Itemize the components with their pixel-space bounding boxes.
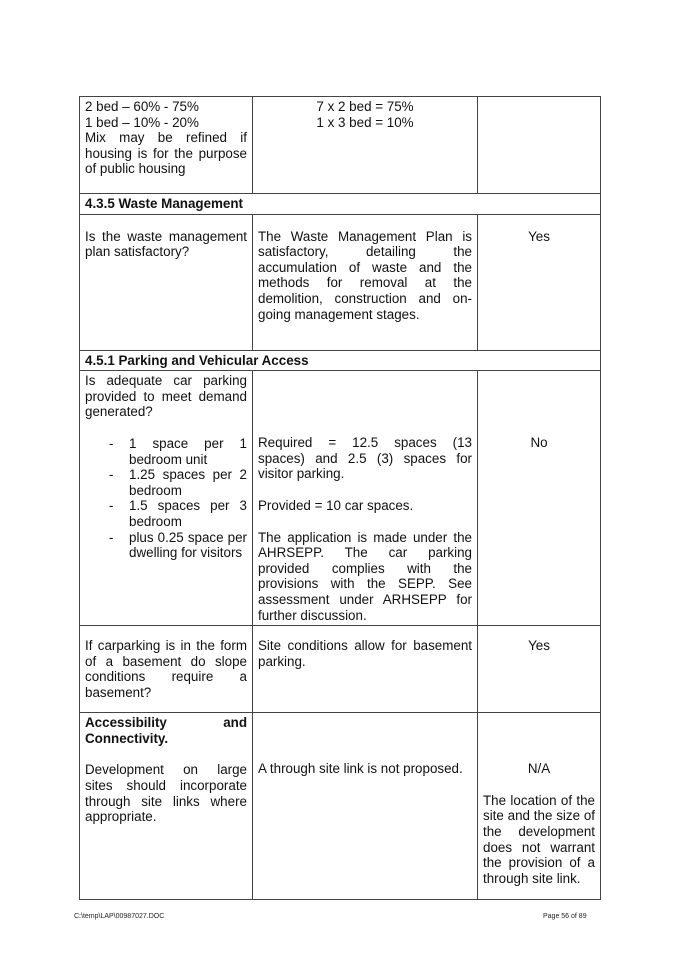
access-compliance-cell [478,713,601,900]
parking-provided: Provided = 10 car spaces. [258,497,414,513]
waste-comment: The Waste Management Plan is satisfactory, detailing the accumulation of waste and the methods for removal at the demolition, construction and on-going management stages. [258,228,472,322]
parking-rate-list [85,436,247,561]
section-heading-waste: 4.3.5 Waste Management [80,194,601,215]
access-compliance-note: The location of the site and the size of the development does not warrant the provision of a through site link. [483,792,595,886]
parking-control-cell [80,371,253,626]
mix-proposed-2bed: 7 x 2 bed = 75% [316,99,414,114]
list-item: - plus 0.25 space per dwelling for visitors [109,529,247,561]
waste-compliance: Yes [528,228,550,244]
mix-comment-cell [253,97,478,194]
basement-question: If carparking is in the form of a basement do slope conditions require a basement? [85,638,247,700]
parking-sepp-comment: The application is made under the AHRSEPP. The car parking provided complies with the provisions with the SEPP. See assessment under ARHSEPP for further discussion. [258,529,472,623]
section-heading-parking: 4.5.1 Parking and Vehicular Access [80,350,601,371]
parking-compliance: No [530,435,548,451]
access-question: Development on large sites should incorporate through site links where appropriate. [85,762,247,825]
waste-comment-cell [253,214,478,350]
table-row-dwelling-mix [80,97,601,194]
section-heading-row-waste [80,194,601,215]
table-row-basement [80,626,601,713]
waste-question: Is the waste management plan satisfactory? [85,228,247,260]
mix-control-cell [80,97,253,194]
table-row-parking [80,371,601,626]
basement-comment: Site conditions allow for basement parking. [258,638,472,669]
list-item: - 1 space per 1 bedroom unit [109,435,247,467]
parking-question: Is adequate car parking provided to meet demand generated? [85,373,247,420]
basement-question-cell [80,626,253,713]
footer-page-number: Page 56 of 89 [543,913,587,920]
waste-question-cell [80,214,253,350]
mix-refine-note: Mix may be refined if housing is for the purpose of public housing [85,130,247,177]
list-item: - 1.5 spaces per 3 bedroom [109,498,247,529]
mix-compliance-cell [478,97,601,194]
mix-proposed-3bed: 1 x 3 bed = 10% [316,114,414,130]
access-control-cell [80,713,253,900]
mix-line-2bed: 2 bed – 60% - 75% [85,99,199,114]
waste-compliance-cell [478,214,601,350]
access-comment: A through site link is not proposed. [258,761,463,777]
mix-line-1bed: 1 bed – 10% - 20% [85,114,199,130]
footer-file-path: C:\temp\LAP\00987027.DOC [74,913,165,920]
parking-comment-cell [253,371,478,626]
basement-compliance: Yes [528,638,550,654]
table-row-waste [80,214,601,350]
access-comment-cell [253,713,478,900]
section-heading-row-parking [80,350,601,371]
access-heading: Accessibility and Connectivity. [85,715,247,746]
compliance-table [79,96,601,900]
table-row-accessibility [80,713,601,900]
parking-required: Required = 12.5 spaces (13 spaces) and 2.5 (3) spaces for visitor parking. [258,435,472,482]
access-compliance: N/A [527,761,551,777]
basement-comment-cell [253,626,478,713]
list-item: - 1.25 spaces per 2 bedroom [109,467,247,498]
parking-compliance-cell [478,371,601,626]
basement-compliance-cell [478,626,601,713]
